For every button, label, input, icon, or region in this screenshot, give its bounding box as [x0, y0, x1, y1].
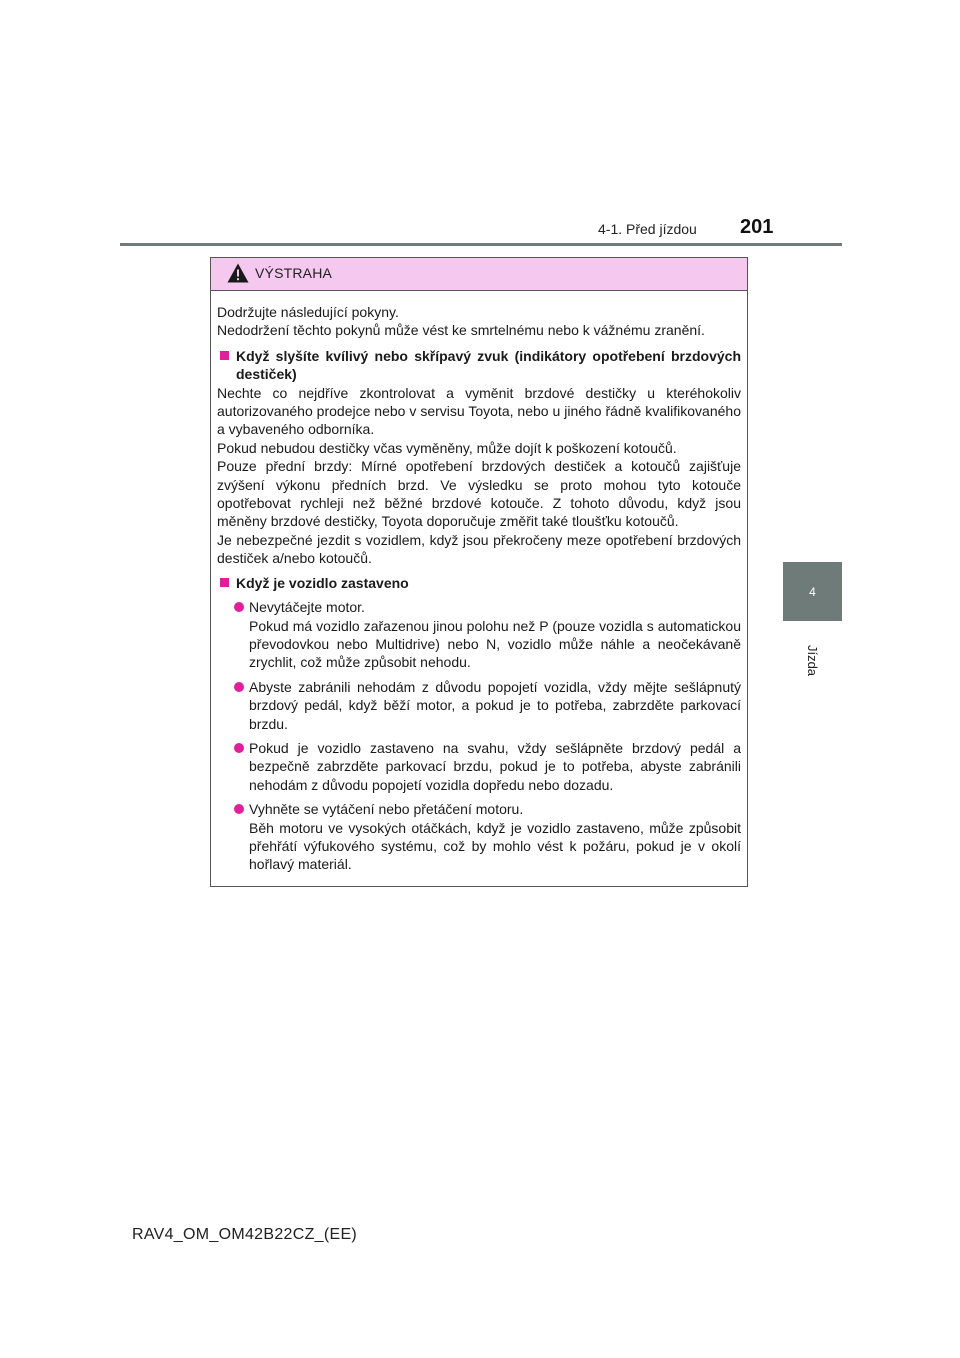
round-bullet-icon: [234, 743, 244, 753]
warning-header: [211, 258, 747, 291]
list-item: [217, 739, 741, 794]
chapter-tab: [783, 562, 842, 621]
warning-title: VÝSTRAHA: [255, 265, 333, 281]
intro-line: Dodržujte následující pokyny.: [217, 304, 399, 320]
square-bullet-icon: [220, 578, 229, 587]
warning-triangle-icon: [227, 263, 249, 283]
list-item: [217, 678, 741, 733]
subsection-vehicle-stopped: [217, 574, 741, 592]
item-line: Vyhněte se vytáčení nebo přetáčení motoru.: [249, 801, 524, 818]
list-item: [217, 598, 741, 672]
warning-intro: [217, 303, 741, 340]
item-line: Nevytáčejte motor.: [249, 599, 365, 616]
round-bullet-icon: [234, 804, 244, 814]
list-item: [217, 800, 741, 874]
warning-box: [210, 257, 748, 887]
item-line: Pokud má vozidlo zařazenou jinou polohu než P (pouze vozidla s automatickou převodovkou nebo Multidrive) nebo N, vozidlo může náhle a neočekávaně zrychlit, což může způsobit nehodu.: [249, 617, 741, 671]
item-line: Abyste zabránili nehodám z důvodu popojetí vozidla, vždy mějte sešlápnutý brzdový pedál, když běží motor, a pokud je to potřeba, zabrzděte parkovací brzdu.: [249, 678, 741, 732]
chapter-label-text: Jízda: [804, 644, 820, 676]
chapter-label: [783, 630, 842, 690]
item-line: Pokud je vozidlo zastaveno na svahu, vždy sešlápněte brzdový pedál a bezpečně zabrzděte parkovací brzdu, pokud je to potřeba, abyste zabránili nehodám z důvodu popojetí vozidla dopředu nebo dozadu.: [249, 739, 741, 793]
intro-line: Nedodržení těchto pokynů může vést ke smrtelnému nebo k vážnému zranění.: [217, 322, 705, 339]
paragraph: Nechte co nejdříve zkontrolovat a vyměnit brzdové destičky u kteréhokoliv autorizovaného prodejce nebo v servisu Toyota, nebo u jiného řádně kvalifikovaného a vybaveného odborníka.: [217, 384, 741, 438]
chapter-number: 4: [809, 584, 816, 599]
paragraph: Pokud nebudou destičky včas vyměněny, může dojít k poškození kotoučů.: [217, 439, 677, 456]
document-code: RAV4_OM_OM42B22CZ_(EE): [132, 1226, 358, 1243]
paragraph: Pouze přední brzdy: Mírné opotřebení brzdových destiček a kotoučů zajišťuje zvýšení výkonu předních brzd. Ve výsledku se proto mohou tyto kotouče opotřebovat rychleji než běžné brzdové kotouče. Z tohoto důvodu, když jsou měněny brzdové destičky, Toyota doporučuje změřit také tloušťku kotoučů.: [217, 458, 741, 530]
subsection-title: Když je vozidlo zastaveno: [236, 574, 409, 591]
warning-body: [211, 291, 747, 874]
header-divider: [120, 243, 842, 246]
section-title: 4-1. Před jízdou: [598, 221, 697, 237]
paragraph: Je nebezpečné jezdit s vozidlem, když jsou překročeny meze opotřebení brzdových destiček a/nebo kotoučů.: [217, 531, 741, 567]
subsection-title: Když slyšíte kvílivý nebo skřípavý zvuk (indikátory opotřebení brzdových destiček): [236, 347, 741, 383]
square-bullet-icon: [220, 351, 229, 360]
page-number: 201: [740, 216, 774, 238]
round-bullet-icon: [234, 682, 244, 692]
item-line: Běh motoru ve vysokých otáčkách, když je vozidlo zastaveno, může způsobit přehřátí výfukového systému, což by mohlo vést k požáru, pokud je v okolí hořlavý materiál.: [249, 819, 741, 873]
round-bullet-icon: [234, 602, 244, 612]
subsection-brake-pads: [217, 347, 741, 384]
